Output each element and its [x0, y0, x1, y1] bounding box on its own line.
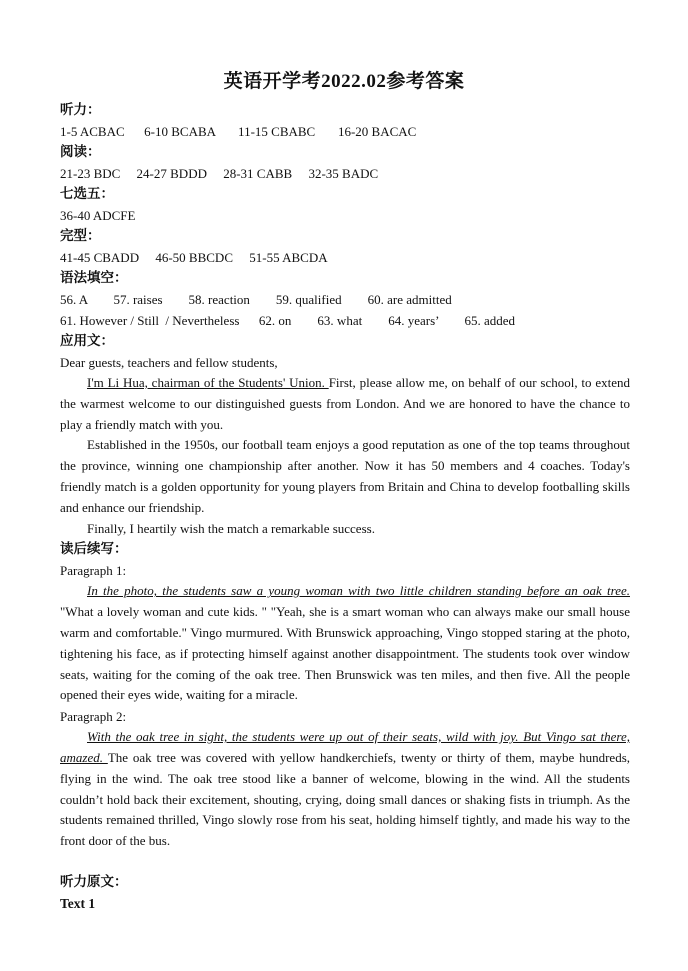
section-heading-continuation-writing: 读后续写： [60, 541, 128, 558]
document-body [60, 100, 630, 914]
listening-text-1-label: Text 1 [60, 895, 96, 911]
letter-greeting: Dear guests, teachers and fellow students, [60, 355, 278, 370]
story-paragraph-2-given-start: With the oak tree in sight, the students were up out of their seats, wild with joy. But Vingo sat there, amazed. [60, 729, 630, 765]
grammar-answers-line-2: 61. However / Still / Nevertheless 62. on 63. what 64. years’ 65. added [60, 313, 516, 328]
section-heading-practical-writing: 应用文： [60, 333, 114, 349]
reading-answers: 21-23 BDC 24-27 BDDD 28-31 CABB 32-35 BADC [60, 166, 379, 181]
story-paragraph-1-text: "What a lovely woman and cute kids. " "Yeah, she is a smart woman who can always make our small house warm and comfortable." Vingo murmured. With Brunswick approaching, Vingo stopped staring at the photo, tightening his face, as if protecting himself against another disappointment. The students took over window seats, waiting for the coming of the oak tree. Then Brunswick was ten miles, and then five. All the people opened their eyes wide, waiting for a miracle. [60, 604, 630, 703]
listening-answers: 1-5 ACBAC 6-10 BCABA 11-15 CBABC 16-20 BACAC [60, 124, 417, 139]
letter-intro-underlined: I'm Li Hua, chairman of the Students' Union. [87, 375, 329, 390]
grammar-answers-line-1: 56. A 57. raises 58. reaction 59. qualified 60. are admitted [60, 292, 452, 307]
page-title: 英语开学考2022.02参考答案 [223, 71, 465, 92]
story-paragraph-2 [60, 727, 630, 852]
story-paragraph-1-given-start: In the photo, the students saw a young woman with two little children standing before an oak tree. [87, 583, 630, 599]
letter-paragraph-2: Established in the 1950s, our football team enjoys a good reputation as one of the top teams throughout the province, winning one championship after another. Now it has 50 members and 4 coaches. Today's friendly match is a golden opportunity for young players from Britain and China to develop footballing skills and enhance our friendship. [60, 437, 630, 515]
letter-paragraph-1-text: First, please allow me, on behalf of our school, to extend the warmest welcome to our distinguished guests from London. And we are honored to have the chance to play a friendly match with you. [60, 375, 630, 432]
section-heading-seven-choose-five: 七选五： [60, 186, 114, 202]
cloze-answers: 41-45 CBADD 46-50 BBCDC 51-55 ABCDA [60, 250, 328, 265]
letter-paragraph-1 [60, 373, 630, 435]
section-heading-listening: 听力： [60, 102, 101, 118]
letter-paragraph-3: Finally, I heartily wish the match a remarkable success. [87, 520, 375, 536]
paragraph-1-label: Paragraph 1: [60, 563, 127, 579]
paragraph-2-label: Paragraph 2: [60, 709, 127, 725]
section-heading-grammar: 语法填空： [60, 270, 128, 286]
story-paragraph-1 [60, 581, 630, 706]
section-heading-reading: 阅读： [60, 144, 101, 160]
story-paragraph-2-text: The oak tree was covered with yellow handkerchiefs, twenty or thirty of them, maybe hundreds, flying in the wind. The oak tree stood like a banner of welcome, blowing in the wind. All the students couldn’t hold back their excitement, shouting, crying, doing small dances or shaking fists in triumph. As the students remained thrilled, Vingo slowly rose from his seat, holding himself tightly, and made his way to the front door of the bus. [60, 749, 631, 849]
seven-choose-five-answers: 36-40 ADCFE [60, 208, 136, 223]
section-heading-listening-script: 听力原文： [60, 873, 128, 890]
spacer [60, 852, 630, 872]
section-heading-cloze: 完型： [60, 228, 101, 244]
